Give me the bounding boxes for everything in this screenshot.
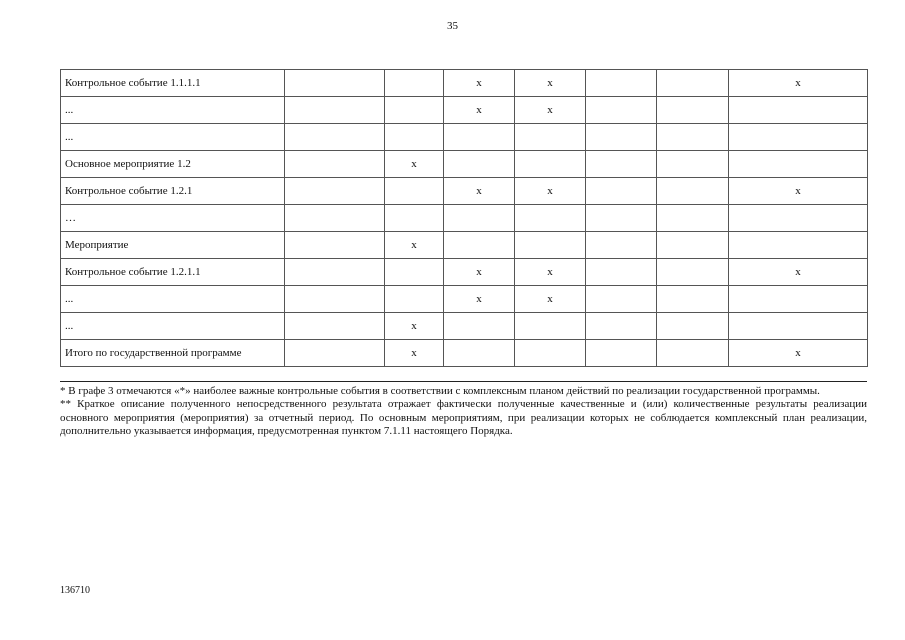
table-row xyxy=(61,286,868,313)
table-cell-name: ... xyxy=(61,124,285,151)
table-cell-mark xyxy=(657,124,729,151)
table-row xyxy=(61,151,868,178)
table-body xyxy=(61,70,868,367)
footnote-1: * В графе 3 отмечаются «*» наиболее важные контрольные события в соответствии с комплексным планом действий по реализации государственной программы. xyxy=(60,385,820,397)
table-cell-mark xyxy=(515,124,586,151)
table-cell-mark: x xyxy=(515,70,586,97)
footnote-2: ** Краткое описание полученного непосредственного результата отражает фактически полученные качественные и (или) количественные результаты реализации основного мероприятия (мероприятия) за отчетный период. По основным мероприятиям, при реализации которых не соблюдается комплексный план реализации, дополнительно указывается информация, предусмотренная пунктом 7.1.11 настоящего Порядка. xyxy=(60,398,867,438)
table-cell-mark xyxy=(285,124,385,151)
page-number: 35 xyxy=(447,20,458,32)
table-cell-mark xyxy=(285,70,385,97)
table-cell-mark: x xyxy=(444,97,515,124)
table-cell-mark xyxy=(657,70,729,97)
table-cell-mark xyxy=(285,340,385,367)
table-cell-mark xyxy=(729,286,868,313)
table-cell-mark xyxy=(285,151,385,178)
table-cell-mark xyxy=(657,313,729,340)
table-cell-name: Контрольное событие 1.1.1.1 xyxy=(61,70,285,97)
table-cell-mark xyxy=(586,151,657,178)
table-cell-name: Мероприятие xyxy=(61,232,285,259)
table-cell-mark xyxy=(657,340,729,367)
table-cell-mark xyxy=(657,259,729,286)
table-cell-mark xyxy=(385,259,444,286)
table-cell-mark xyxy=(586,205,657,232)
table-cell-name: Итого по государственной программе xyxy=(61,340,285,367)
table-cell-mark xyxy=(586,340,657,367)
table-cell-mark xyxy=(515,340,586,367)
table-cell-mark xyxy=(515,151,586,178)
table-cell-mark: x xyxy=(444,286,515,313)
table-cell-mark xyxy=(285,286,385,313)
table-cell-mark xyxy=(729,151,868,178)
table-cell-name: Основное мероприятие 1.2 xyxy=(61,151,285,178)
table-cell-mark: x xyxy=(385,313,444,340)
table-cell-mark xyxy=(444,313,515,340)
table-cell-mark xyxy=(586,313,657,340)
table-cell-mark xyxy=(586,259,657,286)
table-cell-name: Контрольное событие 1.2.1 xyxy=(61,178,285,205)
table-cell-mark xyxy=(586,286,657,313)
table-row xyxy=(61,205,868,232)
table-cell-name: … xyxy=(61,205,285,232)
table-cell-mark: x xyxy=(385,340,444,367)
table-cell-mark xyxy=(385,205,444,232)
table-cell-mark: x xyxy=(444,259,515,286)
table-cell-mark: x xyxy=(729,340,868,367)
table-cell-mark xyxy=(385,70,444,97)
table-cell-name: ... xyxy=(61,313,285,340)
table-cell-mark xyxy=(657,97,729,124)
table-cell-mark xyxy=(444,151,515,178)
table-cell-mark xyxy=(657,205,729,232)
table-cell-mark xyxy=(729,97,868,124)
table-cell-mark xyxy=(729,313,868,340)
table-cell-mark xyxy=(729,124,868,151)
table-cell-mark xyxy=(729,205,868,232)
table-cell-mark xyxy=(444,232,515,259)
table-cell-mark xyxy=(385,286,444,313)
table-row xyxy=(61,124,868,151)
table-cell-mark xyxy=(586,178,657,205)
table-cell-mark xyxy=(385,178,444,205)
document-code: 136710 xyxy=(60,585,90,596)
table-cell-mark: x xyxy=(444,178,515,205)
table-cell-mark xyxy=(657,178,729,205)
table-cell-mark xyxy=(515,232,586,259)
report-table xyxy=(60,69,868,367)
table-row xyxy=(61,232,868,259)
table-cell-mark: x xyxy=(515,286,586,313)
table-cell-mark: x xyxy=(444,70,515,97)
table-cell-mark xyxy=(285,205,385,232)
table-cell-mark xyxy=(586,70,657,97)
table-row xyxy=(61,259,868,286)
table-cell-mark xyxy=(657,286,729,313)
table-cell-mark xyxy=(285,259,385,286)
table-cell-mark xyxy=(729,232,868,259)
table-cell-mark xyxy=(444,340,515,367)
table-cell-mark xyxy=(285,313,385,340)
table-cell-mark xyxy=(285,97,385,124)
table-cell-mark xyxy=(586,124,657,151)
table-cell-mark: x xyxy=(515,178,586,205)
table-cell-mark xyxy=(385,97,444,124)
table-cell-mark: x xyxy=(515,259,586,286)
table-cell-mark: x xyxy=(729,178,868,205)
table-cell-mark xyxy=(657,151,729,178)
table-cell-mark xyxy=(285,178,385,205)
table-row xyxy=(61,97,868,124)
table-cell-mark: x xyxy=(385,232,444,259)
table-cell-mark: x xyxy=(515,97,586,124)
table-cell-mark xyxy=(586,97,657,124)
table-cell-mark xyxy=(515,205,586,232)
table-cell-mark xyxy=(657,232,729,259)
table-row xyxy=(61,340,868,367)
table-cell-mark xyxy=(444,124,515,151)
table-cell-name: ... xyxy=(61,97,285,124)
table-cell-mark xyxy=(444,205,515,232)
footnotes xyxy=(60,381,867,439)
table-cell-name: ... xyxy=(61,286,285,313)
table-row xyxy=(61,313,868,340)
table-cell-mark: x xyxy=(385,151,444,178)
table-cell-mark xyxy=(586,232,657,259)
table-cell-mark: x xyxy=(729,70,868,97)
table-row xyxy=(61,70,868,97)
table-cell-mark: x xyxy=(729,259,868,286)
table-cell-name: Контрольное событие 1.2.1.1 xyxy=(61,259,285,286)
table-cell-mark xyxy=(385,124,444,151)
table-cell-mark xyxy=(285,232,385,259)
table-row xyxy=(61,178,868,205)
table-cell-mark xyxy=(515,313,586,340)
